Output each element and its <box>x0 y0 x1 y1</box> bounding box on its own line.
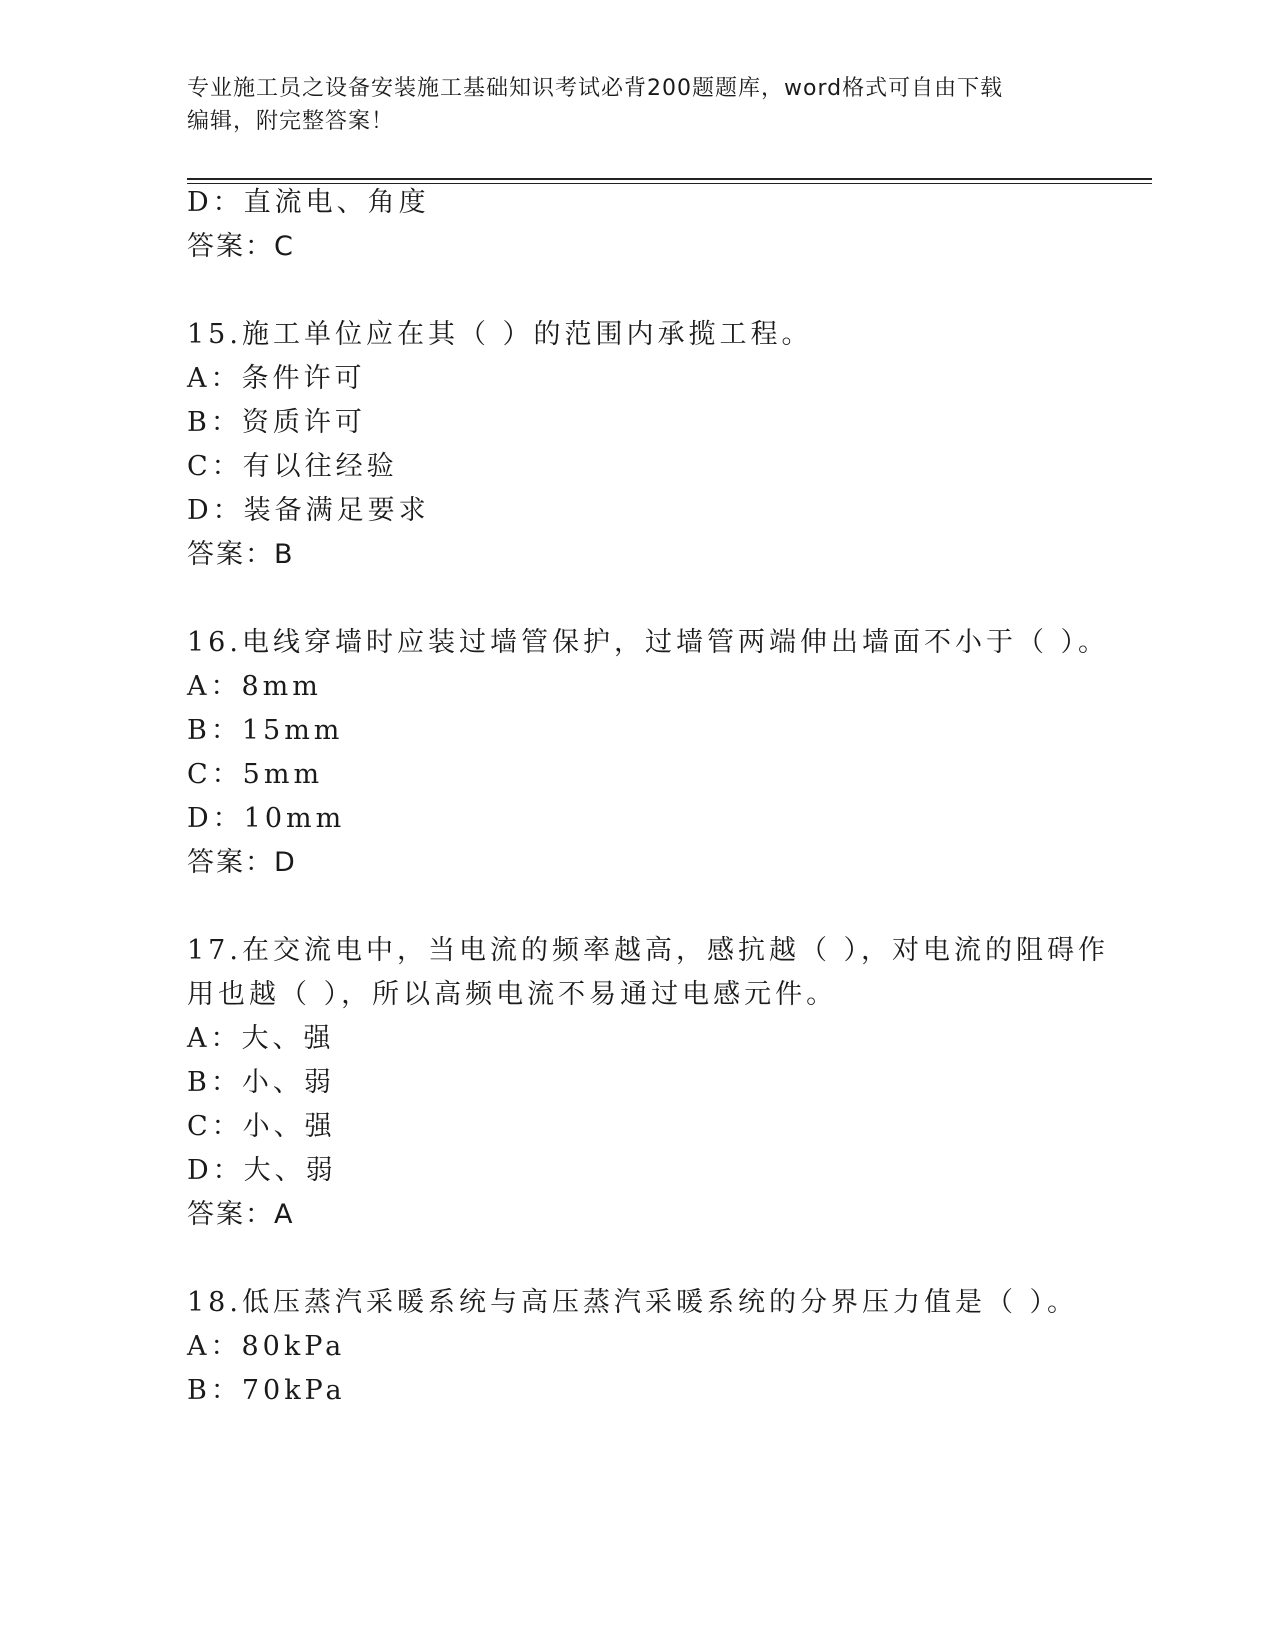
question-17-stem-line-2: 用也越（ ），所以高频电流不易通过电感元件。 <box>187 979 838 1010</box>
question-16-option-d: D：10mm <box>187 803 346 834</box>
question-16-option-b: B：15mm <box>187 715 344 746</box>
header-divider-thick <box>187 178 1152 180</box>
question-15-option-d: D：装备满足要求 <box>187 495 430 526</box>
header-line-1: 专业施工员之设备安装施工基础知识考试必背200题题库，word格式可自由下载 <box>187 76 1004 101</box>
question-16-answer: 答案：D <box>187 847 297 878</box>
question-17-option-a: A：大、强 <box>187 1023 335 1054</box>
header-divider-thin <box>187 183 1152 184</box>
prev-answer: 答案：C <box>187 231 295 262</box>
question-16-option-a: A：8mm <box>187 671 322 702</box>
question-17-option-c: C：小、强 <box>187 1111 336 1142</box>
question-17-option-d: D：大、弱 <box>187 1155 337 1186</box>
question-15-option-c: C：有以往经验 <box>187 451 398 482</box>
prev-option-d: D：直流电、角度 <box>187 187 430 218</box>
question-16-option-c: C：5mm <box>187 759 324 790</box>
question-17-stem-line-1: 17.在交流电中，当电流的频率越高，感抗越（ ），对电流的阻碍作 <box>187 935 1110 966</box>
question-16-stem: 16.电线穿墙时应装过墙管保护，过墙管两端伸出墙面不小于（ ）。 <box>187 627 1110 658</box>
question-18-stem: 18.低压蒸汽采暖系统与高压蒸汽采暖系统的分界压力值是（ ）。 <box>187 1287 1079 1318</box>
question-15-option-a: A：条件许可 <box>187 363 366 394</box>
question-17-option-b: B：小、弱 <box>187 1067 335 1098</box>
question-17-answer: 答案：A <box>187 1199 295 1230</box>
question-18-option-b: B：70kPa <box>187 1375 346 1406</box>
question-15-option-b: B：资质许可 <box>187 407 366 438</box>
question-18-option-a: A：80kPa <box>187 1331 346 1362</box>
document-header <box>187 72 1067 138</box>
question-15-stem: 15.施工单位应在其（ ）的范围内承揽工程。 <box>187 319 813 350</box>
question-15-answer: 答案：B <box>187 539 295 570</box>
header-line-2: 编辑，附完整答案！ <box>187 109 395 134</box>
